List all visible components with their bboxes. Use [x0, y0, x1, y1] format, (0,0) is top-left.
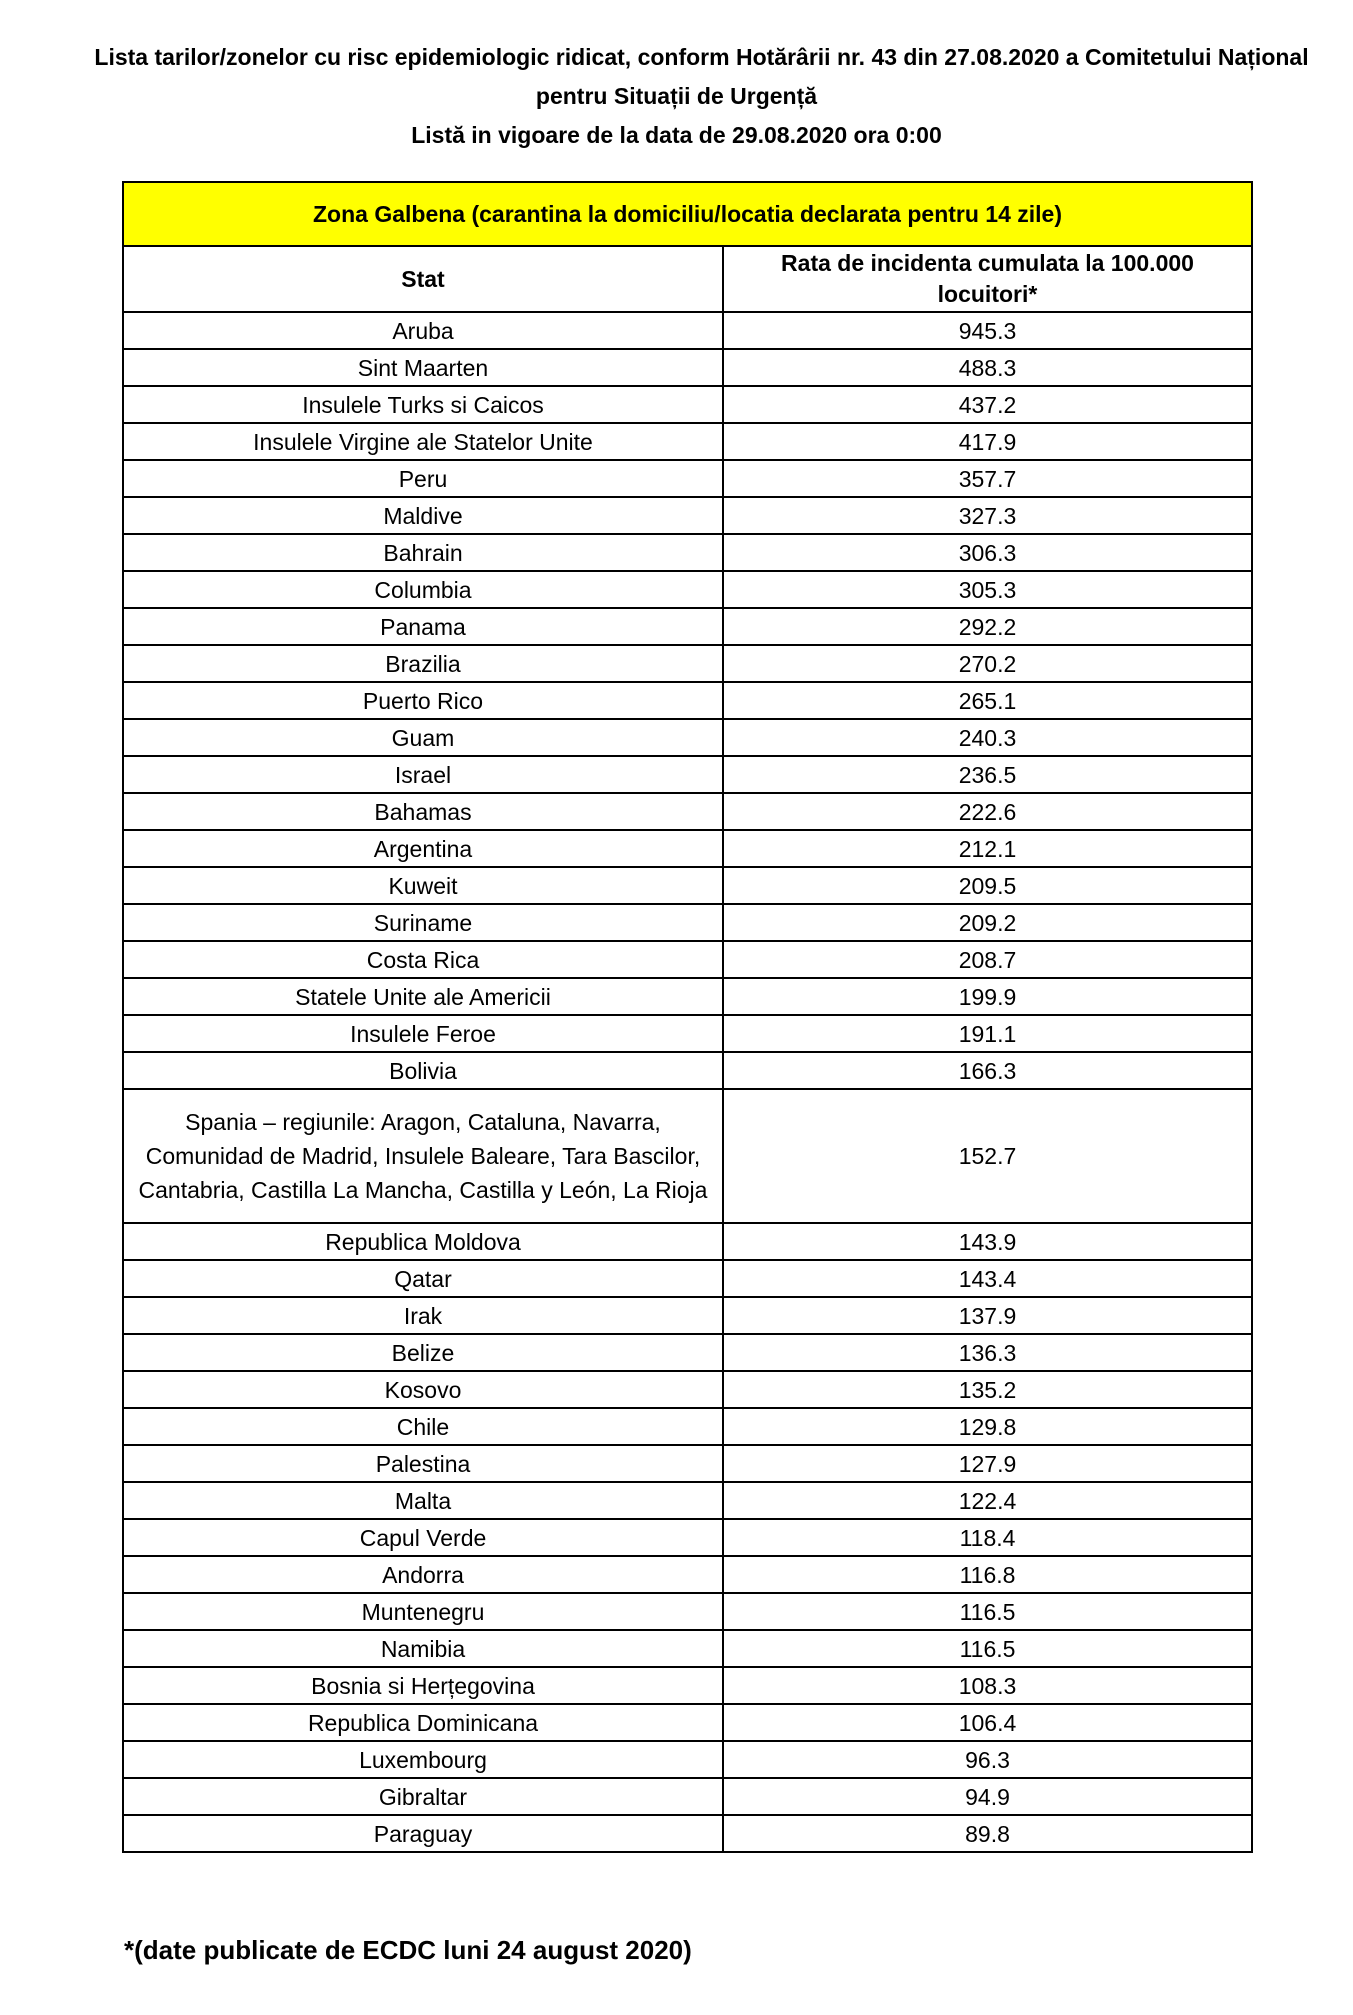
- table-row: [123, 1297, 1252, 1334]
- table-row: [123, 608, 1252, 645]
- cell-stat: Costa Rica: [123, 941, 723, 978]
- table-row: [123, 1778, 1252, 1815]
- cell-stat: Panama: [123, 608, 723, 645]
- cell-stat: Bahamas: [123, 793, 723, 830]
- table-row: [123, 1015, 1252, 1052]
- table-row: [123, 312, 1252, 349]
- table-row: [123, 830, 1252, 867]
- column-header-stat: Stat: [123, 246, 723, 312]
- cell-rate: 116.5: [723, 1593, 1252, 1630]
- cell-stat: Luxembourg: [123, 1741, 723, 1778]
- footnote: *(date publicate de ECDC luni 24 august 2020): [124, 1935, 692, 1965]
- cell-stat: Puerto Rico: [123, 682, 723, 719]
- table-row: [123, 349, 1252, 386]
- table-row: [123, 423, 1252, 460]
- table-body: [123, 312, 1252, 1852]
- cell-stat: Muntenegru: [123, 1593, 723, 1630]
- cell-rate: 417.9: [723, 423, 1252, 460]
- table-row: [123, 1667, 1252, 1704]
- cell-stat: Israel: [123, 756, 723, 793]
- table-row: [123, 1704, 1252, 1741]
- cell-rate: 270.2: [723, 645, 1252, 682]
- cell-rate: 143.4: [723, 1260, 1252, 1297]
- cell-rate: 94.9: [723, 1778, 1252, 1815]
- table-row: [123, 1334, 1252, 1371]
- table-row: [123, 1371, 1252, 1408]
- cell-stat: Bolivia: [123, 1052, 723, 1089]
- cell-rate: 236.5: [723, 756, 1252, 793]
- cell-stat: Statele Unite ale Americii: [123, 978, 723, 1015]
- cell-rate: 305.3: [723, 571, 1252, 608]
- cell-stat: Peru: [123, 460, 723, 497]
- cell-rate: 152.7: [723, 1089, 1252, 1223]
- cell-rate: 208.7: [723, 941, 1252, 978]
- table-row: [123, 1630, 1252, 1667]
- cell-rate: 136.3: [723, 1334, 1252, 1371]
- header-validity-line: Listă in vigoare de la data de 29.08.2020 ora 0:00: [411, 122, 942, 148]
- cell-rate: 116.5: [723, 1630, 1252, 1667]
- cell-rate: 129.8: [723, 1408, 1252, 1445]
- cell-rate: 118.4: [723, 1519, 1252, 1556]
- table-row: [123, 1593, 1252, 1630]
- cell-stat: Republica Dominicana: [123, 1704, 723, 1741]
- table-row: [123, 1815, 1252, 1852]
- cell-rate: 199.9: [723, 978, 1252, 1015]
- zone-title: Zona Galbena (carantina la domiciliu/locatia declarata pentru 14 zile): [123, 182, 1252, 246]
- document-header: [0, 38, 1353, 155]
- cell-stat: Bosnia si Herțegovina: [123, 1667, 723, 1704]
- cell-rate: 945.3: [723, 312, 1252, 349]
- table-row: [123, 719, 1252, 756]
- cell-rate: 137.9: [723, 1297, 1252, 1334]
- cell-stat: Insulele Virgine ale Statelor Unite: [123, 423, 723, 460]
- cell-stat: Sint Maarten: [123, 349, 723, 386]
- cell-stat: Aruba: [123, 312, 723, 349]
- table-row: [123, 682, 1252, 719]
- cell-rate: 212.1: [723, 830, 1252, 867]
- cell-rate: 265.1: [723, 682, 1252, 719]
- cell-stat: Spania – regiunile: Aragon, Cataluna, Navarra, Comunidad de Madrid, Insulele Baleare, Tara Bascilor, Cantabria, Castilla La Mancha, Castilla y León, La Rioja: [123, 1089, 723, 1223]
- header-title-line-2: pentru Situații de Urgență: [535, 83, 818, 109]
- table-row: [123, 497, 1252, 534]
- table-row: [123, 941, 1252, 978]
- table-row: [123, 756, 1252, 793]
- table-row: [123, 1223, 1252, 1260]
- cell-rate: 166.3: [723, 1052, 1252, 1089]
- cell-stat: Kuweit: [123, 867, 723, 904]
- table-row: [123, 460, 1252, 497]
- header-title-line-1: Lista tarilor/zonelor cu risc epidemiologic ridicat, conform Hotărârii nr. 43 din 27.08.2020 a Comitetului Național: [94, 44, 1309, 70]
- cell-rate: 327.3: [723, 497, 1252, 534]
- cell-stat: Malta: [123, 1482, 723, 1519]
- cell-rate: 357.7: [723, 460, 1252, 497]
- table-row: [123, 904, 1252, 941]
- table-row: [123, 386, 1252, 423]
- cell-rate: 143.9: [723, 1223, 1252, 1260]
- cell-rate: 122.4: [723, 1482, 1252, 1519]
- table-row: [123, 867, 1252, 904]
- cell-stat: Qatar: [123, 1260, 723, 1297]
- cell-stat: Belize: [123, 1334, 723, 1371]
- cell-rate: 437.2: [723, 386, 1252, 423]
- table-row: [123, 1482, 1252, 1519]
- table-row: [123, 645, 1252, 682]
- cell-stat: Columbia: [123, 571, 723, 608]
- cell-rate: 89.8: [723, 1815, 1252, 1852]
- cell-stat: Guam: [123, 719, 723, 756]
- cell-rate: 292.2: [723, 608, 1252, 645]
- cell-rate: 488.3: [723, 349, 1252, 386]
- column-header-row: [123, 246, 1252, 312]
- cell-stat: Irak: [123, 1297, 723, 1334]
- cell-stat: Insulele Turks si Caicos: [123, 386, 723, 423]
- table-row: [123, 1556, 1252, 1593]
- cell-rate: 191.1: [723, 1015, 1252, 1052]
- country-list-table: [122, 181, 1253, 1853]
- cell-stat: Andorra: [123, 1556, 723, 1593]
- cell-stat: Argentina: [123, 830, 723, 867]
- cell-rate: 209.5: [723, 867, 1252, 904]
- cell-rate: 127.9: [723, 1445, 1252, 1482]
- cell-stat: Maldive: [123, 497, 723, 534]
- cell-stat: Suriname: [123, 904, 723, 941]
- cell-stat: Paraguay: [123, 1815, 723, 1852]
- column-header-rate: Rata de incidenta cumulata la 100.000 locuitori*: [723, 246, 1252, 312]
- table-row: [123, 793, 1252, 830]
- cell-stat: Bahrain: [123, 534, 723, 571]
- table-row: [123, 978, 1252, 1015]
- table-row: [123, 534, 1252, 571]
- cell-rate: 108.3: [723, 1667, 1252, 1704]
- table-row: [123, 1519, 1252, 1556]
- cell-stat: Kosovo: [123, 1371, 723, 1408]
- table-row: [123, 1445, 1252, 1482]
- table-row: [123, 1089, 1252, 1223]
- cell-rate: 222.6: [723, 793, 1252, 830]
- table-row: [123, 1260, 1252, 1297]
- cell-stat: Chile: [123, 1408, 723, 1445]
- cell-rate: 135.2: [723, 1371, 1252, 1408]
- table-row: [123, 1052, 1252, 1089]
- table-row: [123, 571, 1252, 608]
- cell-rate: 240.3: [723, 719, 1252, 756]
- cell-stat: Capul Verde: [123, 1519, 723, 1556]
- cell-stat: Brazilia: [123, 645, 723, 682]
- cell-rate: 106.4: [723, 1704, 1252, 1741]
- zone-title-row: [123, 182, 1252, 246]
- cell-rate: 96.3: [723, 1741, 1252, 1778]
- table-row: [123, 1408, 1252, 1445]
- cell-rate: 209.2: [723, 904, 1252, 941]
- cell-rate: 116.8: [723, 1556, 1252, 1593]
- cell-stat: Palestina: [123, 1445, 723, 1482]
- cell-stat: Insulele Feroe: [123, 1015, 723, 1052]
- cell-stat: Republica Moldova: [123, 1223, 723, 1260]
- cell-rate: 306.3: [723, 534, 1252, 571]
- cell-stat: Namibia: [123, 1630, 723, 1667]
- table-row: [123, 1741, 1252, 1778]
- cell-stat: Gibraltar: [123, 1778, 723, 1815]
